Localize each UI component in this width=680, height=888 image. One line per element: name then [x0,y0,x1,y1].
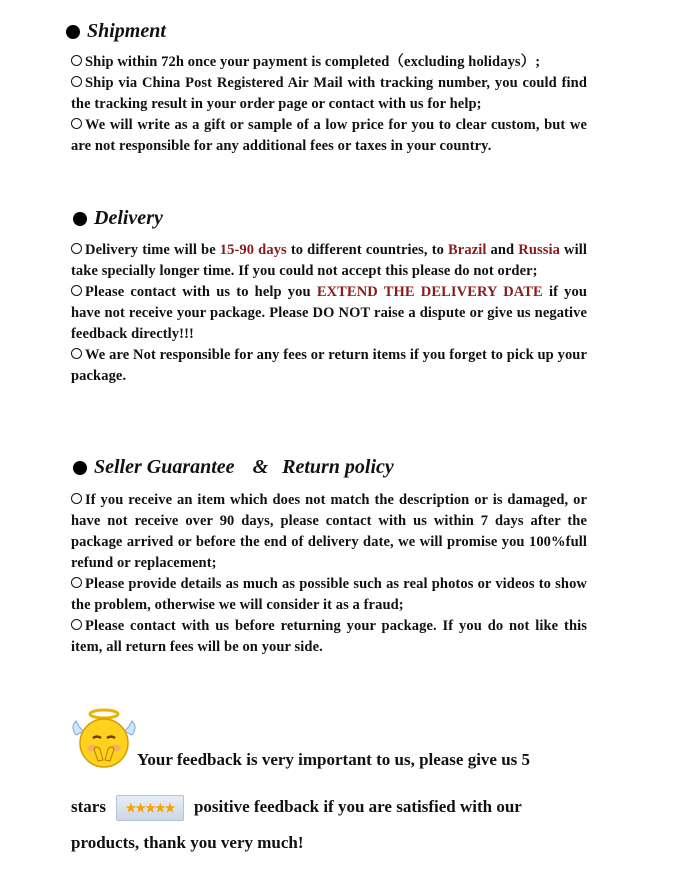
feedback-line-2: stars ★★★★★ positive feedback if you are satisfied with our [71,795,587,821]
guarantee-ampersand: & [252,456,269,478]
circle-bullet-icon [71,577,82,588]
guarantee-title-a: Seller Guarantee [94,456,235,478]
delivery-heading [73,207,163,230]
delivery-item-2: Please contact with us to help you EXTEND THE DELIVERY DATE if you have not receive your package. Please DO NOT raise a dispute or give us negative feedback directly!!! [71,284,587,342]
circle-bullet-icon [71,243,82,254]
angel-emoji-icon [70,705,140,777]
guarantee-item-2: Please provide details as much as possible such as real photos or videos to show the problem, otherwise we will consider it as a fraud; [71,576,587,613]
delivery-title: Delivery [94,207,163,229]
russia-highlight: Russia [518,242,560,258]
shipment-heading [66,20,166,43]
circle-bullet-icon [71,348,82,359]
feedback-line-1: Your feedback is very important to us, please give us 5 [137,750,531,769]
circle-bullet-icon [71,285,82,296]
circle-bullet-icon [71,118,82,129]
guarantee-item-3: Please contact with us before returning your package. If you do not like this item, all return fees will be on your side. [71,618,587,655]
circle-bullet-icon [71,619,82,630]
circle-bullet-icon [71,76,82,87]
delivery-section [71,240,587,387]
extend-date-highlight: EXTEND THE DELIVERY DATE [316,284,543,300]
shipment-section [71,52,587,157]
guarantee-heading [73,456,394,479]
shipment-title: Shipment [87,20,166,42]
bullet-dot-icon [66,25,80,39]
delivery-item-1: Delivery time will be 15-90 days to different countries, to Brazil and Russia will take specially longer time. If you could not accept this please do not order; [71,242,587,279]
guarantee-section [71,490,587,658]
guarantee-item-1: If you receive an item which does not match the description or is damaged, or have not receive over 90 days, please contact with us within 7 days after the package arrived or before the end of delivery date, we will promise you 100%full refund or replacement; [71,492,587,571]
feedback-line-3: products, thank you very much! [71,833,304,852]
bullet-dot-icon [73,212,87,226]
shipment-item-1: Ship within 72h once your payment is completed（excluding holidays）; [71,52,587,73]
bullet-dot-icon [73,461,87,475]
five-stars-icon: ★★★★★ [116,795,184,821]
circle-bullet-icon [71,55,82,66]
guarantee-title-b: Return policy [282,456,394,478]
delivery-item-3: We are Not responsible for any fees or return items if you forget to pick up your package. [71,347,587,384]
shipment-item-3: We will write as a gift or sample of a low price for you to clear custom, but we are not responsible for any additional fees or taxes in your country. [71,117,587,154]
shipment-item-2: Ship via China Post Registered Air Mail with tracking number, you could find the tracking result in your order page or contact with us for help; [71,75,587,112]
delivery-days-highlight: 15-90 days [219,242,287,258]
brazil-highlight: Brazil [448,242,487,258]
circle-bullet-icon [71,493,82,504]
